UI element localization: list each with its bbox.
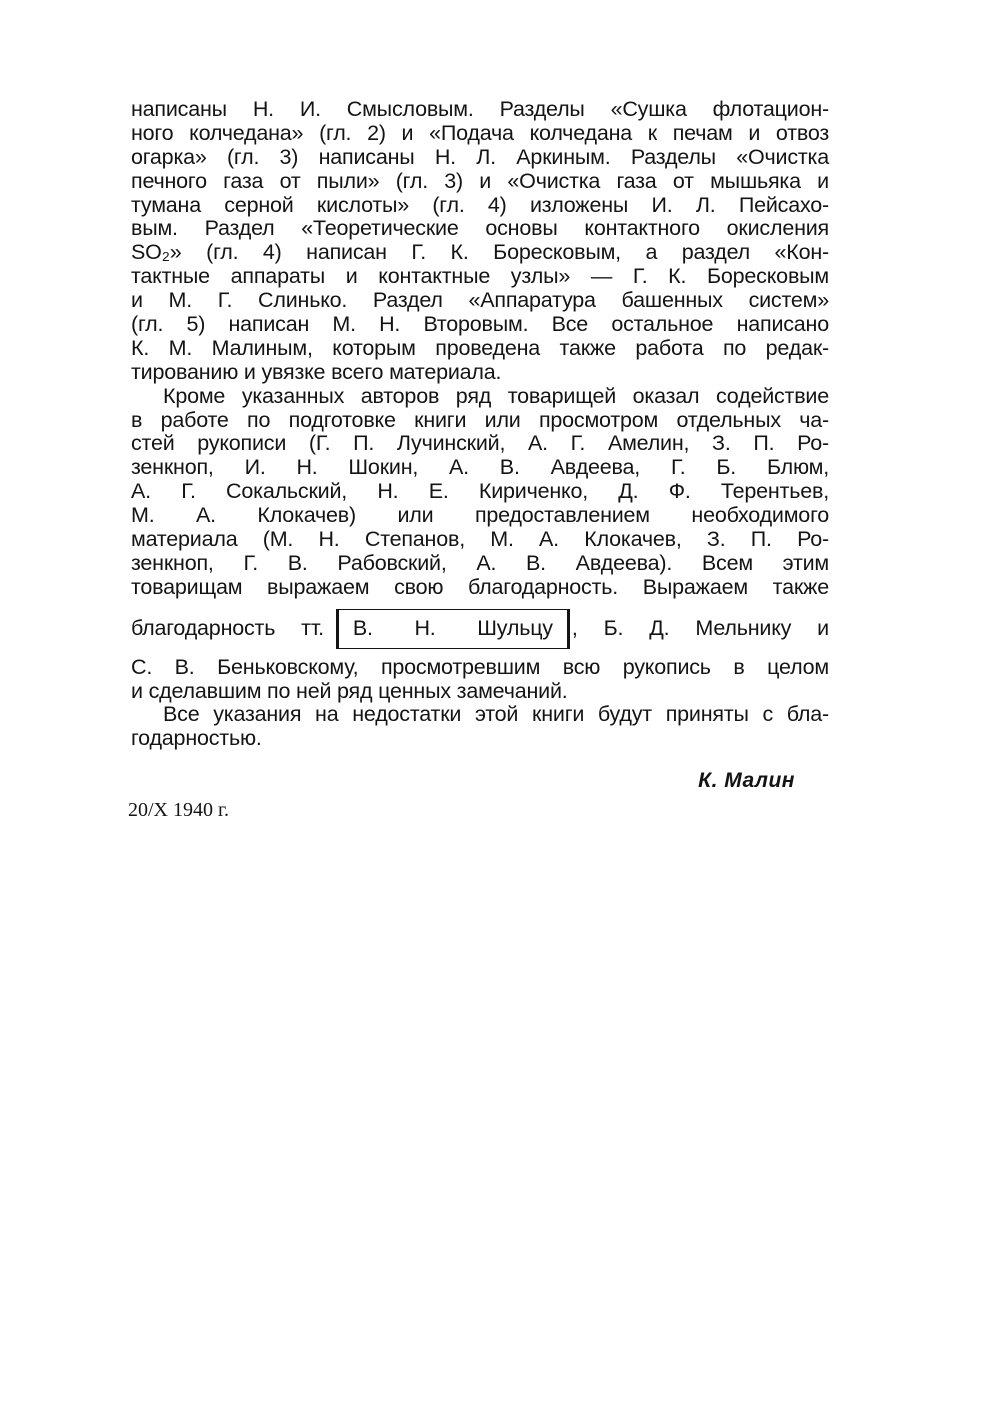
paragraph-acknowledgements (131, 385, 829, 704)
text-line: тированию и увязке всего материала. (131, 359, 502, 384)
text-line: вым. Раздел «Теоретические основы контактного окисления (131, 216, 829, 241)
text-line: тумана серной кислоты» (гл. 4) изложены И. Л. Пейсахо- (131, 192, 829, 217)
text-line: Кроме указанных авторов ряд товарищей оказал содействие (163, 383, 829, 408)
text-line: печного газа от пыли» (гл. 3) и «Очистка газа от мышьяка и (131, 168, 829, 193)
text-line: зенкноп, И. Н. Шокин, А. В. Авдеева, Г. Б. Блюм, (131, 455, 829, 480)
text-line: зенкноп, Г. В. Рабовский, А. В. Авдеева). Всем этим (131, 550, 829, 575)
text-line: С. В. Беньковскому, просмотревшим всю рукопись в целом (131, 654, 829, 679)
text-line: стей рукописи (Г. П. Лучинский, А. Г. Амелин, З. П. Ро- (131, 431, 829, 456)
author-signature: К. Малин (698, 769, 795, 793)
highlighted-name-box (336, 609, 570, 649)
paragraph-authors (131, 98, 829, 385)
document-date: 20/X 1940 г. (128, 799, 229, 822)
text-line: годарностью. (131, 726, 262, 751)
text-line: написаны Н. И. Смысловым. Разделы «Сушка флотацион- (131, 97, 829, 121)
paragraph-closing (131, 703, 829, 751)
text-line: товарищам выражаем свою благодарность. Выражаем также (131, 574, 829, 599)
text-line: SO₂» (гл. 4) написан Г. К. Боресковым, а раздел «Кон- (131, 240, 829, 265)
document-page (128, 97, 829, 822)
text-line: Все указания на недостатки этой книги будут приняты с бла- (163, 702, 829, 727)
text-line: (гл. 5) написан М. Н. Второвым. Все остальное написано (131, 312, 829, 337)
text-line: материала (М. Н. Степанов, М. А. Клокачев, З. П. Ро- (131, 527, 829, 552)
text-line: А. Г. Сокальский, Н. Е. Кириченко, Д. Ф. Терентьев, (131, 479, 829, 504)
text-line: М. А. Клокачев) или предоставлением необходимого (131, 503, 829, 528)
boxed-name-line (131, 602, 829, 654)
text-line: и сделавшим по ней ряд ценных замечаний. (131, 678, 568, 703)
boxed-name: В. Н. Шульцу (352, 616, 553, 641)
text-after-box: , Б. Д. Мельнику и (571, 615, 829, 640)
text-line: К. М. Малиным, которым проведена также работа по редак- (131, 335, 829, 360)
text-line: в работе по подготовке книги или просмотром отдельных ча- (131, 407, 829, 432)
text-line: ного колчедана» (гл. 2) и «Подача колчедана к печам и отвоз (131, 120, 829, 145)
text-line: тактные аппараты и контактные узлы» — Г. К. Боресковым (131, 264, 829, 289)
text-before-box: благодарность тт. (131, 615, 324, 640)
text-line: огарка» (гл. 3) написаны Н. Л. Аркиным. Разделы «Очистка (131, 144, 829, 169)
text-line: и М. Г. Слинько. Раздел «Аппаратура башенных систем» (131, 288, 829, 313)
